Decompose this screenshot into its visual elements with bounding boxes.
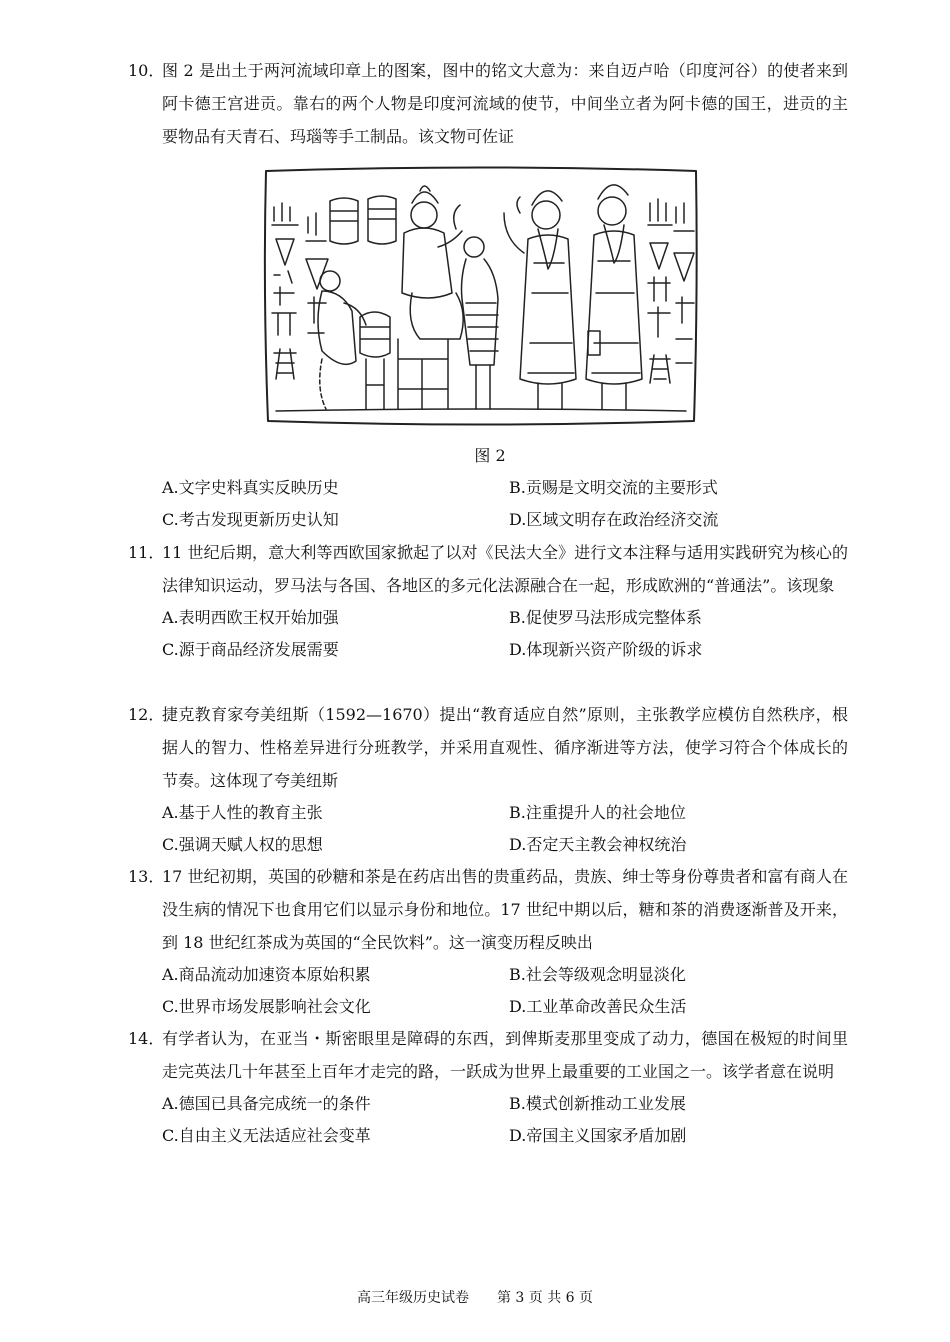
question-text: 有学者认为，在亚当・斯密眼里是障碍的东西，到俾斯麦那里变成了动力，德国在极短的时间里走完英法几十年甚至上百年才走完的路，一跃成为世界上最重要的工业国之一。该学者意在说明 [162,1029,848,1081]
option-c[interactable]: C.自由主义无法适应社会变革 [162,1126,371,1145]
option-a[interactable]: A.文字史料真实反映历史 [162,478,339,497]
question-text: 捷克教育家夸美纽斯（1592—1670）提出“教育适应自然”原则，主张教学应模仿自然秩序，根据人的智力、性格差异进行分班教学，并采用直观性、循序渐进等方法，使学习符合个体成长的节奏。这体现了夸美纽斯 [162,705,848,790]
question-text: 17 世纪初期，英国的砂糖和茶是在药店出售的贵重药品，贵族、绅士等身份尊贵者和富有商人在没生病的情况下也食用它们以显示身份和地位。17 世纪中期以后，糖和茶的消费逐渐普及开来，到 18 世纪红茶成为英国的“全民饮料”。这一演变历程反映出 [162,867,848,952]
option-d[interactable]: D.否定天主教会神权统治 [509,835,687,854]
option-b[interactable]: B.促使罗马法形成完整体系 [509,608,702,627]
seal-illustration [262,163,700,433]
figure-caption: 图 2 [474,446,506,465]
question-stem [128,860,848,959]
option-c[interactable]: C.源于商品经济发展需要 [162,640,339,659]
question-12 [128,698,848,861]
option-b[interactable]: B.模式创新推动工业发展 [509,1094,686,1113]
option-d[interactable]: D.区域文明存在政治经济交流 [509,510,719,529]
option-a[interactable]: A.基于人性的教育主张 [162,803,323,822]
question-13 [128,860,848,1023]
question-number: 13． [128,867,165,886]
options [162,797,848,861]
question-11 [128,536,848,666]
option-d[interactable]: D.工业革命改善民众生活 [509,997,687,1016]
option-b[interactable]: B.注重提升人的社会地位 [509,803,686,822]
option-c[interactable]: C.世界市场发展影响社会文化 [162,997,371,1016]
question-stem [128,536,848,602]
question-number: 14． [128,1029,165,1048]
options [162,1088,848,1152]
option-c[interactable]: C.强调天赋人权的思想 [162,835,323,854]
question-10 [128,54,848,153]
options [162,472,848,536]
option-a[interactable]: A.表明西欧王权开始加强 [162,608,339,627]
page-footer: 高三年级历史试卷 第 3 页 共 6 页 [356,1290,594,1306]
option-d[interactable]: D.体现新兴资产阶级的诉求 [509,640,703,659]
option-b[interactable]: B.贡赐是文明交流的主要形式 [509,478,718,497]
options [162,602,848,666]
option-a[interactable]: A.德国已具备完成统一的条件 [162,1094,371,1113]
question-number: 11． [128,543,165,562]
options [162,959,848,1023]
question-14 [128,1022,848,1152]
option-b[interactable]: B.社会等级观念明显淡化 [509,965,686,984]
option-c[interactable]: C.考古发现更新历史认知 [162,510,339,529]
question-10-options [128,472,848,536]
question-stem [128,698,848,797]
question-text: 11 世纪后期，意大利等西欧国家掀起了以对《民法大全》进行文本注释与适用实践研究为核心的法律知识运动，罗马法与各国、各地区的多元化法源融合在一起，形成欧洲的“普通法”。该现象 [162,543,848,595]
question-stem [128,54,848,153]
option-d[interactable]: D.帝国主义国家矛盾加剧 [509,1126,687,1145]
question-stem [128,1022,848,1088]
option-a[interactable]: A.商品流动加速资本原始积累 [162,965,371,984]
question-text: 图 2 是出土于两河流域印章上的图案，图中的铭文大意为：来自迈卢哈（印度河谷）的使者来到阿卡德王宫进贡。靠右的两个人物是印度河流域的使节，中间坐立者为阿卡德的国王，进贡的主要物品有天青石、玛瑙等手工制品。该文物可佐证 [162,61,848,146]
question-number: 12． [128,705,165,724]
question-number: 10． [128,61,165,80]
